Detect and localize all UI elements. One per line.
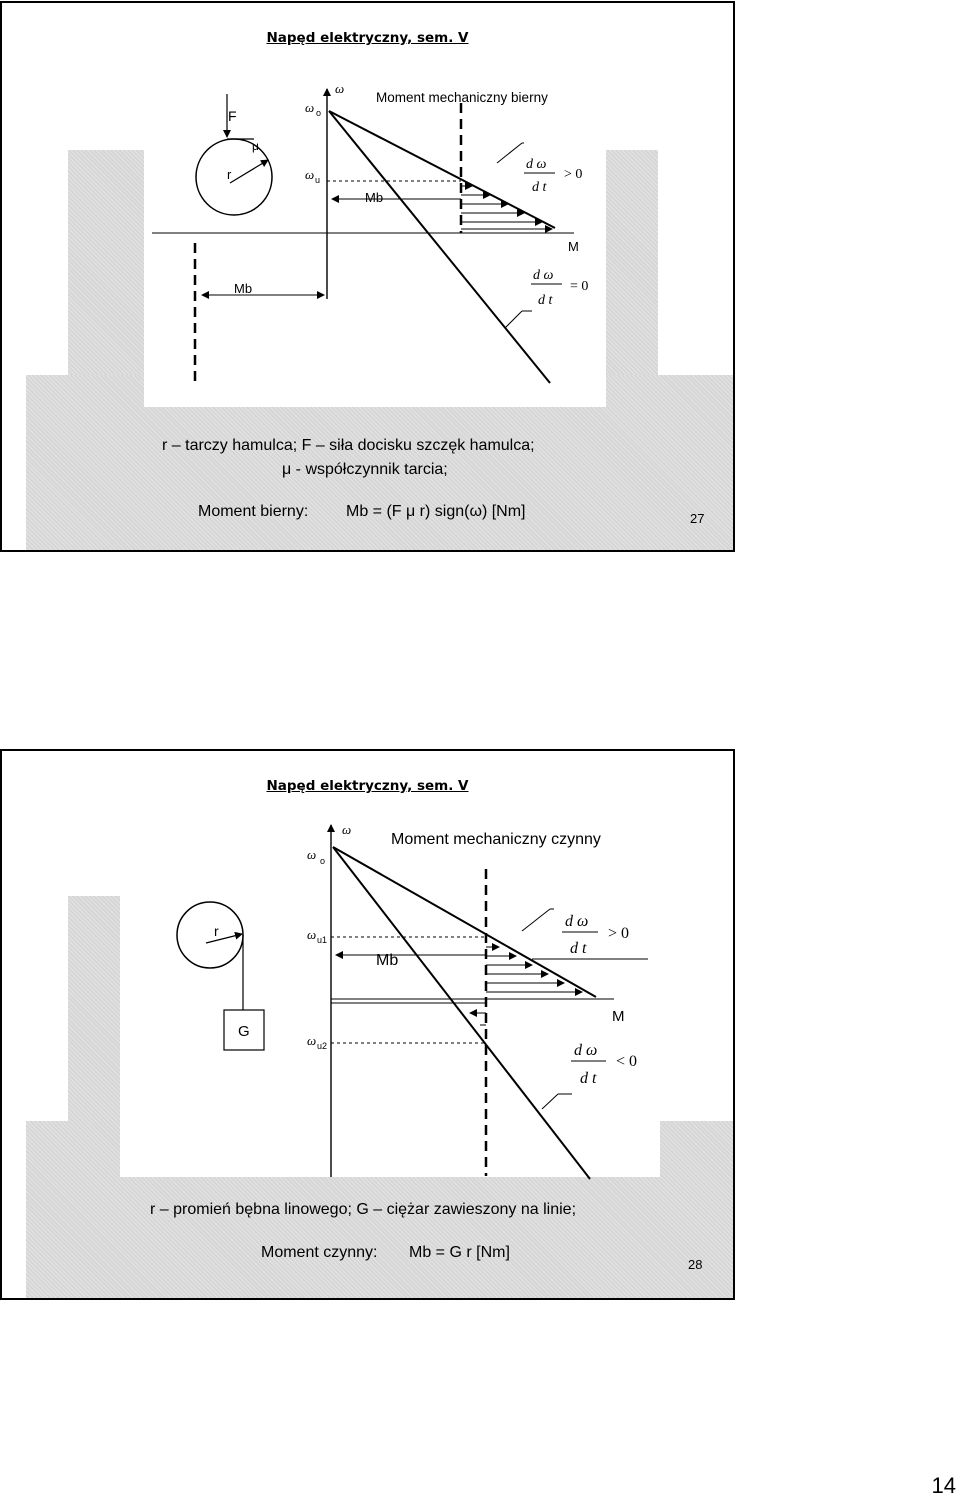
weight-label: G (238, 1023, 250, 1040)
slide-title: Napęd elektryczny, sem. V (266, 778, 469, 794)
radius-label: r (214, 923, 219, 939)
caption-formula: Mb = (F μ r) sign(ω) [Nm] (346, 503, 526, 520)
eq1-denominator: d t (570, 940, 587, 957)
characteristic-line (329, 111, 550, 383)
omega-axis-label: ω (335, 81, 345, 96)
omegau-sub: u (315, 175, 321, 185)
eq1-numerator: d ω (526, 157, 547, 172)
omegau2-sub: u2 (317, 1041, 328, 1051)
eq2-denominator: d t (538, 293, 553, 308)
eq1-numerator: d ω (565, 913, 589, 930)
caption-label: Moment czynny: (261, 1244, 378, 1261)
caption-formula: Mb = G r [Nm] (409, 1244, 510, 1261)
eq1-relation: > 0 (608, 925, 630, 942)
omega0-label: ω (305, 100, 315, 115)
eq2-denominator: d t (580, 1070, 597, 1087)
eq2-relation: < 0 (616, 1053, 638, 1070)
force-label: F (228, 108, 237, 124)
torque-axis-label: M (612, 1008, 625, 1025)
eq2-numerator: d ω (574, 1042, 598, 1059)
eq1-denominator: d t (532, 180, 547, 195)
eq1-relation: > 0 (564, 167, 583, 182)
mb-label: Mb (376, 952, 399, 969)
omegau-label: ω (305, 167, 315, 182)
page-number: 14 (931, 1473, 956, 1498)
active-torque-diagram (2, 751, 733, 1191)
omega0-sub: o (320, 856, 326, 866)
caption-line: μ - współczynnik tarcia; (282, 461, 448, 478)
omegau1-label: ω (307, 927, 317, 942)
leader-line (542, 1094, 558, 1109)
mu-label: μ (252, 139, 259, 153)
characteristic-line (329, 111, 555, 228)
mb-label: Mb (365, 190, 384, 205)
eq2-relation: = 0 (570, 279, 589, 294)
characteristic-line (333, 847, 596, 997)
characteristic-line (333, 847, 590, 1179)
leader-line (505, 311, 522, 328)
eq2-numerator: d ω (533, 268, 554, 283)
winch-drum (177, 902, 243, 968)
radius-label: r (227, 167, 232, 182)
diagram-title: Moment mechaniczny bierny (376, 90, 548, 105)
leader-line (497, 143, 522, 163)
radius-arrow (206, 934, 242, 943)
omegau2-label: ω (307, 1033, 317, 1048)
caption-label: Moment bierny: (198, 503, 309, 520)
slide-title: Napęd elektryczny, sem. V (266, 30, 469, 46)
slide-number: 28 (688, 1257, 703, 1272)
slide-number: 27 (690, 511, 705, 526)
omega-axis-label: ω (342, 822, 352, 837)
mb-outer-label: Mb (234, 281, 253, 296)
omega0-label: ω (307, 847, 317, 862)
leader-line (522, 909, 550, 931)
brake-disc (196, 139, 272, 215)
slide-27 (0, 1, 735, 552)
braking-torque-diagram (2, 3, 733, 423)
torque-axis-label: M (568, 239, 579, 254)
omegau1-sub: u1 (317, 935, 328, 945)
hatch-arrows-reverse (470, 1013, 486, 1025)
diagram-title: Moment mechaniczny czynny (391, 831, 601, 848)
omega0-sub: o (316, 108, 322, 118)
radius-arrow (230, 160, 268, 183)
caption-line: r – promień bębna linowego; G – ciężar zawieszony na linie; (150, 1201, 577, 1218)
caption-line: r – tarczy hamulca; F – siła docisku szczęk hamulca; (162, 437, 535, 454)
hatch-arrows (486, 947, 582, 992)
slide-28 (0, 749, 735, 1300)
